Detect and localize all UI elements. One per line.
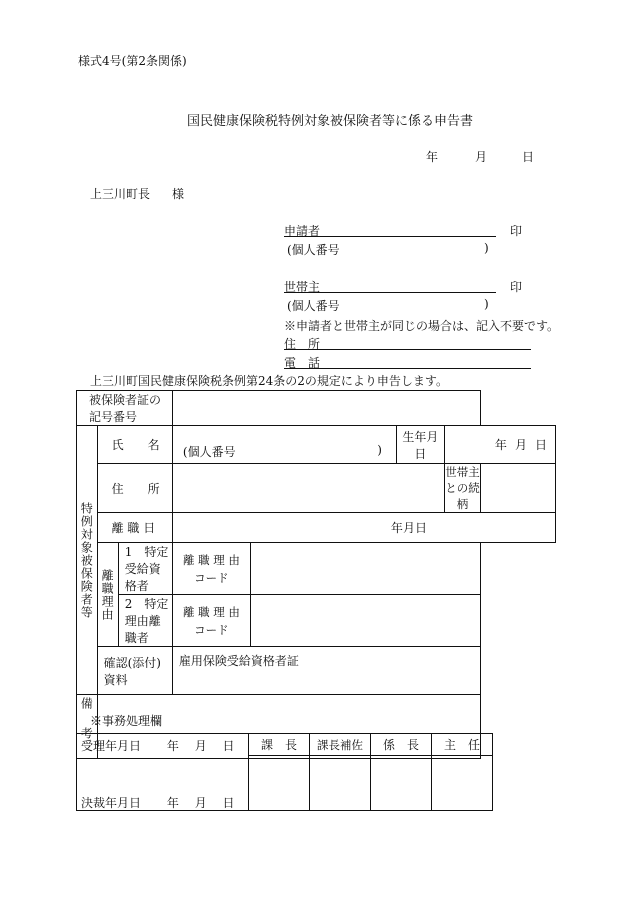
decided-date[interactable]: 決裁年月日 年 月 日 xyxy=(81,796,235,810)
insurance-card-label: 被保険者証の記号番号 xyxy=(77,391,173,426)
householder-note: ※申請者と世帯主が同じの場合は、記入不要です。 xyxy=(284,319,560,333)
stamp-header-unit-chief: 係 長 xyxy=(371,734,432,756)
stamp-header-assistant-chief: 課長補佐 xyxy=(310,734,371,756)
reason-code-1-label: 離 職 理 由 コード xyxy=(172,543,250,595)
birthdate-label: 生年月日 xyxy=(396,426,444,464)
householder-address-label: 住 所 xyxy=(284,337,321,351)
reason-1-option[interactable]: 1 特定受給資格者 xyxy=(118,543,172,595)
received-date[interactable]: 受理年月日 年 月 日 xyxy=(81,739,235,753)
applicant-id-close: ) xyxy=(484,241,489,255)
address-label: 住 所 xyxy=(97,464,172,513)
applicant-label: 申請者 xyxy=(284,224,321,238)
name-id-close: ) xyxy=(377,443,382,457)
main-form-table xyxy=(76,390,556,759)
householder-address-line[interactable] xyxy=(284,349,531,350)
householder-name-line[interactable] xyxy=(284,292,496,293)
confirmation-value[interactable]: 雇用保険受給資格者証 xyxy=(172,647,480,695)
birthdate-input[interactable]: 年 月 日 xyxy=(444,426,555,464)
reason-code-1-input[interactable] xyxy=(250,543,480,595)
date-year: 年 xyxy=(426,150,439,164)
householder-seal: 印 xyxy=(510,280,523,294)
remarks-label: 備考 xyxy=(79,696,94,757)
date-day: 日 xyxy=(522,150,535,164)
householder-phone-label: 電 話 xyxy=(284,356,321,370)
stamp-box-assistant-chief[interactable] xyxy=(310,756,371,811)
householder-label: 世帯主 xyxy=(284,280,321,294)
confirmation-label: 確認(添付)資料 xyxy=(97,647,172,695)
reason-2-option[interactable]: 2 特定理由離職者 xyxy=(118,595,172,647)
applicant-seal: 印 xyxy=(510,224,523,238)
separation-date-input[interactable]: 年 月 日 xyxy=(172,513,555,543)
stamp-header-officer: 主 任 xyxy=(432,734,493,756)
stamp-box-section-chief[interactable] xyxy=(249,756,310,811)
insurance-card-input[interactable] xyxy=(172,391,480,426)
office-dates-cell xyxy=(77,734,249,811)
name-input[interactable] xyxy=(172,426,396,464)
document-title: 国民健康保険税特例対象被保険者等に係る申告書 xyxy=(187,114,474,129)
separation-date-label: 離 職 日 xyxy=(97,513,172,543)
householder-id-close: ) xyxy=(484,297,489,311)
reason-code-2-input[interactable] xyxy=(250,595,480,647)
relationship-input[interactable] xyxy=(480,464,555,513)
stamp-box-unit-chief[interactable] xyxy=(371,756,432,811)
name-label: 氏 名 xyxy=(97,426,172,464)
separation-reason-label: 離職理由 xyxy=(100,568,115,621)
householder-id-label: (個人番号 xyxy=(287,299,340,313)
side-label: 特例対象被保険者等 xyxy=(79,501,94,619)
office-table xyxy=(76,733,493,811)
addressee-honorific: 様 xyxy=(172,187,185,201)
name-id-label: (個人番号 xyxy=(182,445,236,459)
reason-code-2-label: 離 職 理 由 コード xyxy=(172,595,250,647)
applicant-name-line[interactable] xyxy=(284,236,496,237)
separation-reason-label-cell xyxy=(97,543,118,647)
stamp-box-officer[interactable] xyxy=(432,756,493,811)
householder-phone-line[interactable] xyxy=(284,368,531,369)
form-number: 様式4号(第2条関係) xyxy=(78,54,187,68)
declaration-text: 上三川町国民健康保険税条例第24条の2の規定により申告します。 xyxy=(90,374,448,388)
stamp-header-section-chief: 課 長 xyxy=(249,734,310,756)
relationship-label: 世帯主との続柄 xyxy=(445,465,480,511)
side-label-cell xyxy=(77,426,98,695)
date-month: 月 xyxy=(475,150,488,164)
address-input[interactable] xyxy=(172,464,444,513)
addressee: 上三川町長 xyxy=(90,187,151,201)
applicant-id-label: (個人番号 xyxy=(287,243,340,257)
office-heading: ※事務処理欄 xyxy=(90,714,163,728)
